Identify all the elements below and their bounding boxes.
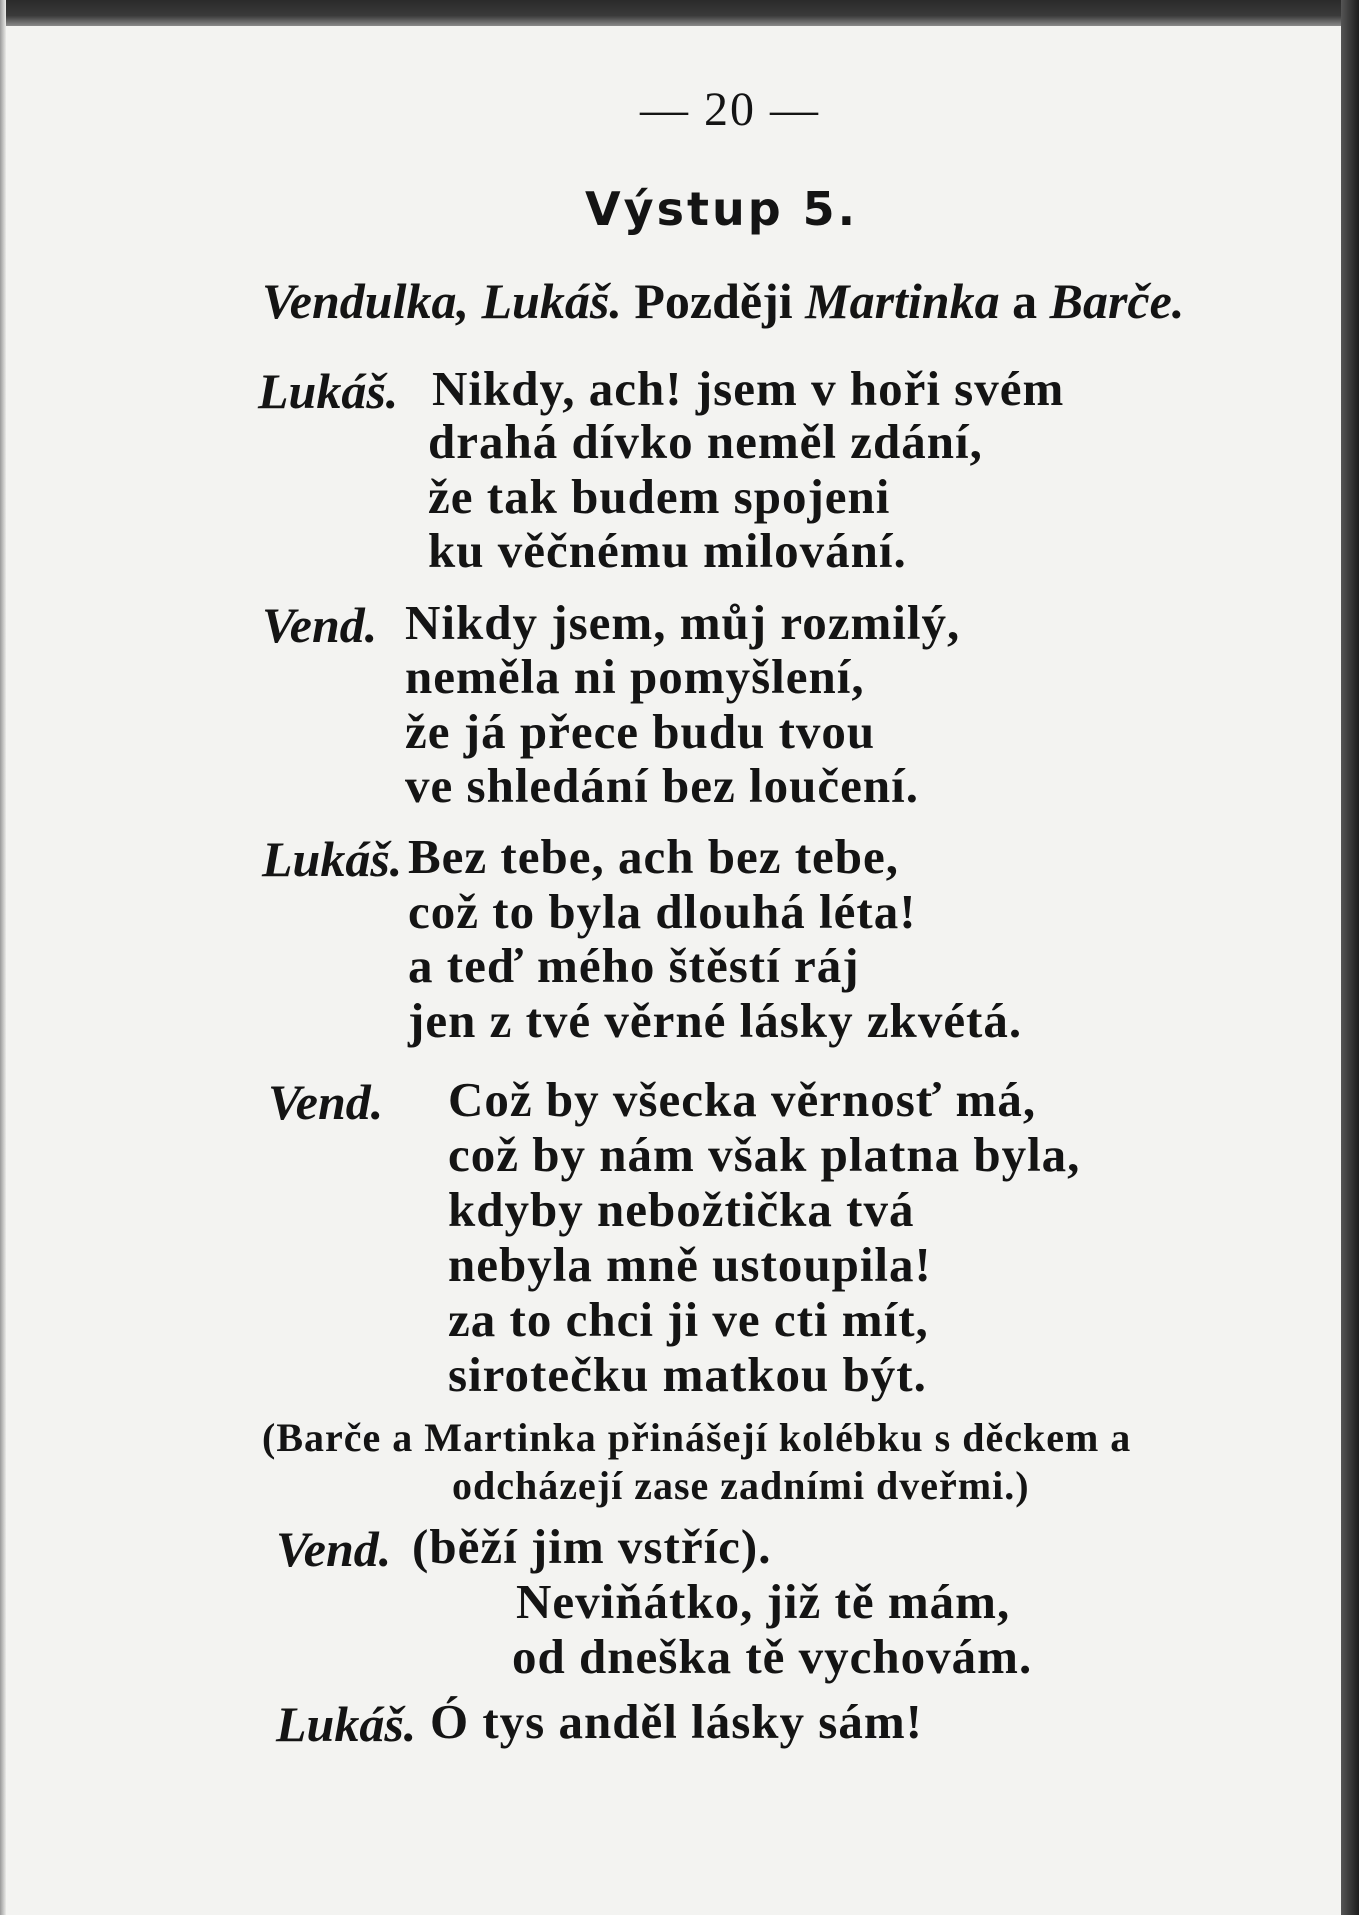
page-number: — 20 — <box>640 83 820 136</box>
verse-line: a teď mého štěstí ráj <box>408 938 860 993</box>
speaker-name: Vend. <box>262 597 378 653</box>
verse-line: ku věčnému milování. <box>428 523 907 578</box>
person-name: Martinka <box>805 273 1000 329</box>
verse-line: kdyby nebožtička tvá <box>448 1182 915 1237</box>
verse-line: Nikdy, ach! jsem v hoři svém <box>432 361 1065 416</box>
stage-direction-line: (Barče a Martinka přinášejí kolébku s děckem a <box>262 1415 1132 1460</box>
person-name: Lukáš. <box>481 273 622 329</box>
speaker-name: Vend. <box>276 1521 392 1577</box>
verse-line: Což by všecka věrnosť má, <box>448 1072 1037 1127</box>
verse-line: že já přece budu tvou <box>405 704 876 759</box>
speaker-name: Lukáš. <box>276 1696 417 1752</box>
verse-line: že tak budem spojeni <box>428 469 891 524</box>
verse-line: Neviňátko, již tě mám, <box>516 1574 1011 1629</box>
verse-line: za to chci ji ve cti mít, <box>448 1292 929 1347</box>
speaker-name: Lukáš. <box>262 831 403 887</box>
verse-line: jen z tvé věrné lásky zkvétá. <box>408 993 1023 1048</box>
verse-line: drahá dívko neměl zdání, <box>428 414 983 469</box>
verse-line: což by nám však platna byla, <box>448 1127 1081 1182</box>
speaker-name: Lukáš. <box>258 363 399 419</box>
stage-direction-inline: (běží jim vstříc). <box>412 1519 772 1574</box>
verse-line: což to byla dlouhá léta! <box>408 884 917 939</box>
person-name: Vendulka, <box>262 273 470 329</box>
verse-line: neměla ni pomyšlení, <box>405 649 865 704</box>
persons-line <box>262 272 1184 330</box>
verse-line: Nikdy jsem, můj rozmilý, <box>405 595 961 650</box>
verse-line: ve shledání bez loučení. <box>405 758 920 813</box>
verse-line: sirotečku matkou být. <box>448 1347 927 1402</box>
verse-line: Ó tys anděl lásky sám! <box>430 1694 924 1749</box>
speaker-name: Vend. <box>268 1074 384 1130</box>
scene-heading: Výstup 5. <box>585 182 859 236</box>
verse-line: Bez tebe, ach bez tebe, <box>408 829 900 884</box>
person-name: Barče. <box>1049 273 1185 329</box>
persons-text: a <box>999 273 1050 329</box>
persons-text: Později <box>621 273 806 329</box>
verse-line: od dneška tě vychovám. <box>512 1629 1033 1684</box>
verse-line: nebyla mně ustoupila! <box>448 1237 932 1292</box>
stage-direction-line: odcházejí zase zadními dveřmi.) <box>452 1463 1030 1508</box>
